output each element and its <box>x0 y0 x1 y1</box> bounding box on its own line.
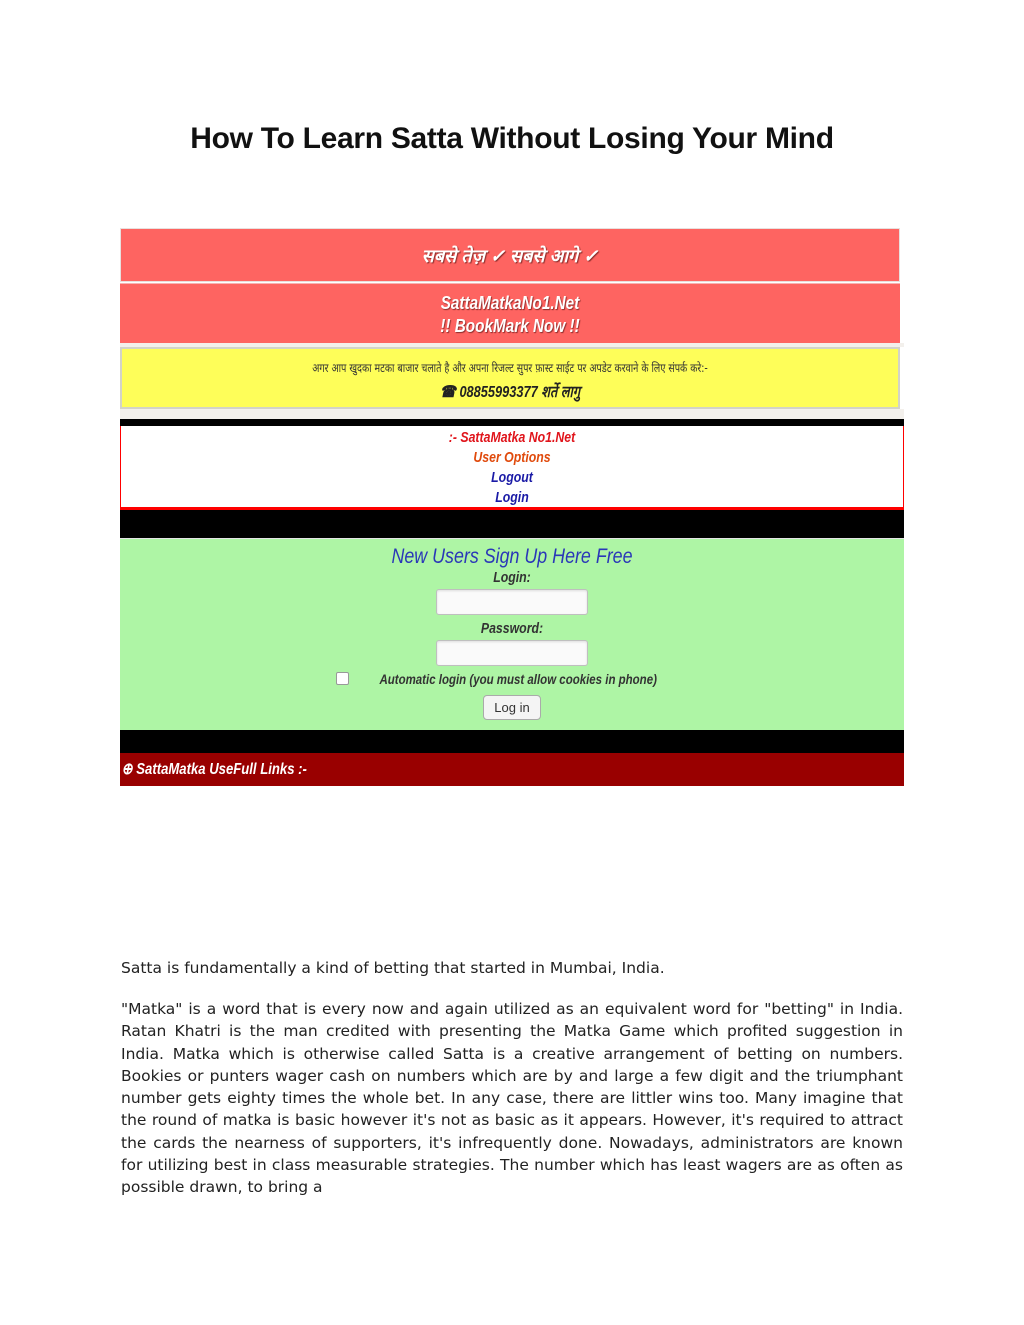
contact-phone: ☎ 08855993377 शर्ते लागु <box>439 384 581 401</box>
paragraph-intro: Satta is fundamentally a kind of betting that started in Mumbai, India. <box>121 959 665 977</box>
contact-info-text: अगर आप खुदका मटका बाजार चलाते है और अपना रिजल्ट सुपर फ़ास्ट साईट पर अपडेट करवाने के लिए संपर्क करे:- <box>312 361 708 375</box>
divider <box>120 409 904 419</box>
paragraph-body: "Matka" is a word that is every now and again utilized as an equivalent word for "betting" in India. Ratan Khatri is the man credited with presenting the Matka Game which profited suggestion in India. Matka which is otherwise called Satta is a creative arrangement of betting on numbers. Bookies or punters wager cash on numbers which are by and large a few digit and the triumphant number gets eighty times the whole bet. In any case, there are littler wins too. Many imagine that the round of matka is basic however it's not as basic as it appears. However, it's required to attract the cards the nearness of supporters, it's infrequently done. Nowadays, administrators are known for utilizing best in class measurable strategies. The number which has least wagers are as often as possible drawn, to bring a <box>121 1000 903 1197</box>
user-options-heading: User Options <box>473 449 551 466</box>
login-label: Login: <box>493 569 531 586</box>
logout-link[interactable]: Logout <box>491 469 533 486</box>
tagline-bar <box>120 228 900 282</box>
login-link[interactable]: Login <box>495 489 529 506</box>
bookmark-notice: !! BookMark Now !! <box>440 316 580 336</box>
useful-links-heading[interactable]: ⊕ SattaMatka UseFull Links :- <box>121 761 307 778</box>
auto-login-checkbox[interactable] <box>336 672 349 685</box>
login-input[interactable] <box>436 589 588 615</box>
useful-links-bar <box>120 753 904 786</box>
password-input[interactable] <box>436 640 588 666</box>
login-button[interactable]: Log in <box>483 695 540 720</box>
black-strip <box>120 419 904 426</box>
signup-panel <box>120 538 904 730</box>
contact-bar <box>120 347 900 409</box>
auto-login-label: Automatic login (you must allow cookies in phone) <box>379 671 658 687</box>
auto-login-row <box>120 671 904 687</box>
brand-name: SattaMatkaNo1.Net <box>440 293 580 313</box>
password-label: Password: <box>480 620 544 637</box>
user-options-box <box>120 426 904 510</box>
options-brand: :- SattaMatka No1.Net <box>448 429 576 446</box>
black-strip <box>120 730 904 753</box>
brand-bar <box>120 283 900 343</box>
signup-heading[interactable]: New Users Sign Up Here Free <box>391 545 633 568</box>
tagline-text: सबसे तेज़ ✓ सबसे आगे ✓ <box>421 246 599 266</box>
document-title: How To Learn Satta Without Losing Your Mind <box>190 122 834 155</box>
black-strip <box>120 510 904 538</box>
embedded-screenshot <box>120 228 904 786</box>
